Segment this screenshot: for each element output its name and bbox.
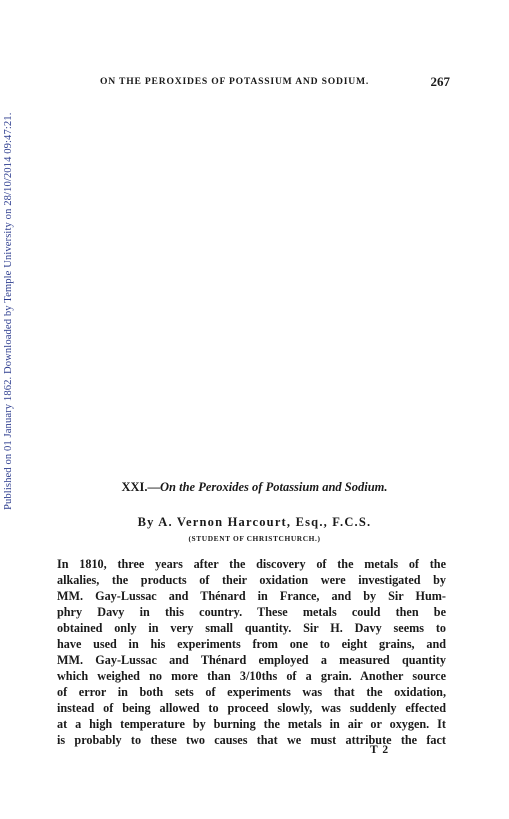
- text-line: phry Davy in this country. These metals could then be: [57, 605, 446, 619]
- text-line: MM. Gay-Lussac and Thénard employed a measured quantity: [57, 653, 446, 667]
- running-title: ON THE PEROXIDES OF POTASSIUM AND SODIUM.: [100, 76, 370, 87]
- text-line: MM. Gay-Lussac and Thénard in France, and by Sir Hum-: [57, 589, 446, 603]
- text-line: instead of being allowed to proceed slowly, was suddenly effected: [57, 701, 446, 715]
- text-line: alkalies, the products of their oxidation were investigated by: [57, 573, 446, 587]
- page-number: 267: [430, 74, 450, 89]
- author-affiliation: (STUDENT OF CHRISTCHURCH.): [188, 534, 321, 543]
- text-line: In 1810, three years after the discovery of the metals of the: [57, 557, 446, 571]
- text-line: is probably to these two causes that we must attribute the fact: [57, 733, 446, 747]
- text-line: which weighed no more than 3/10ths of a grain. Another source: [57, 669, 446, 683]
- text-line: of error in both sets of experiments was that the oxidation,: [57, 685, 446, 699]
- text-line: have used in his experiments from one to eight grains, and: [57, 637, 446, 651]
- article-number: XXI.—: [121, 480, 161, 494]
- article-title-text: On the Peroxides of Potassium and Sodium.: [160, 480, 388, 494]
- running-head: [100, 75, 450, 89]
- download-notice: [3, 112, 14, 510]
- body-paragraph: [57, 556, 446, 748]
- text-line: at a high temperature by burning the metals in air or oxygen. It: [57, 717, 446, 731]
- text-line: obtained only in very small quantity. Sir H. Davy seems to: [57, 621, 446, 635]
- signature-mark: T 2: [370, 744, 390, 756]
- author-byline: By A. Vernon Harcourt, Esq., F.C.S.: [137, 515, 372, 529]
- article-title: [0, 480, 509, 495]
- download-notice-text: Published on 01 January 1862. Downloaded by Temple University on 28/10/2014 09:47:21.: [3, 112, 14, 510]
